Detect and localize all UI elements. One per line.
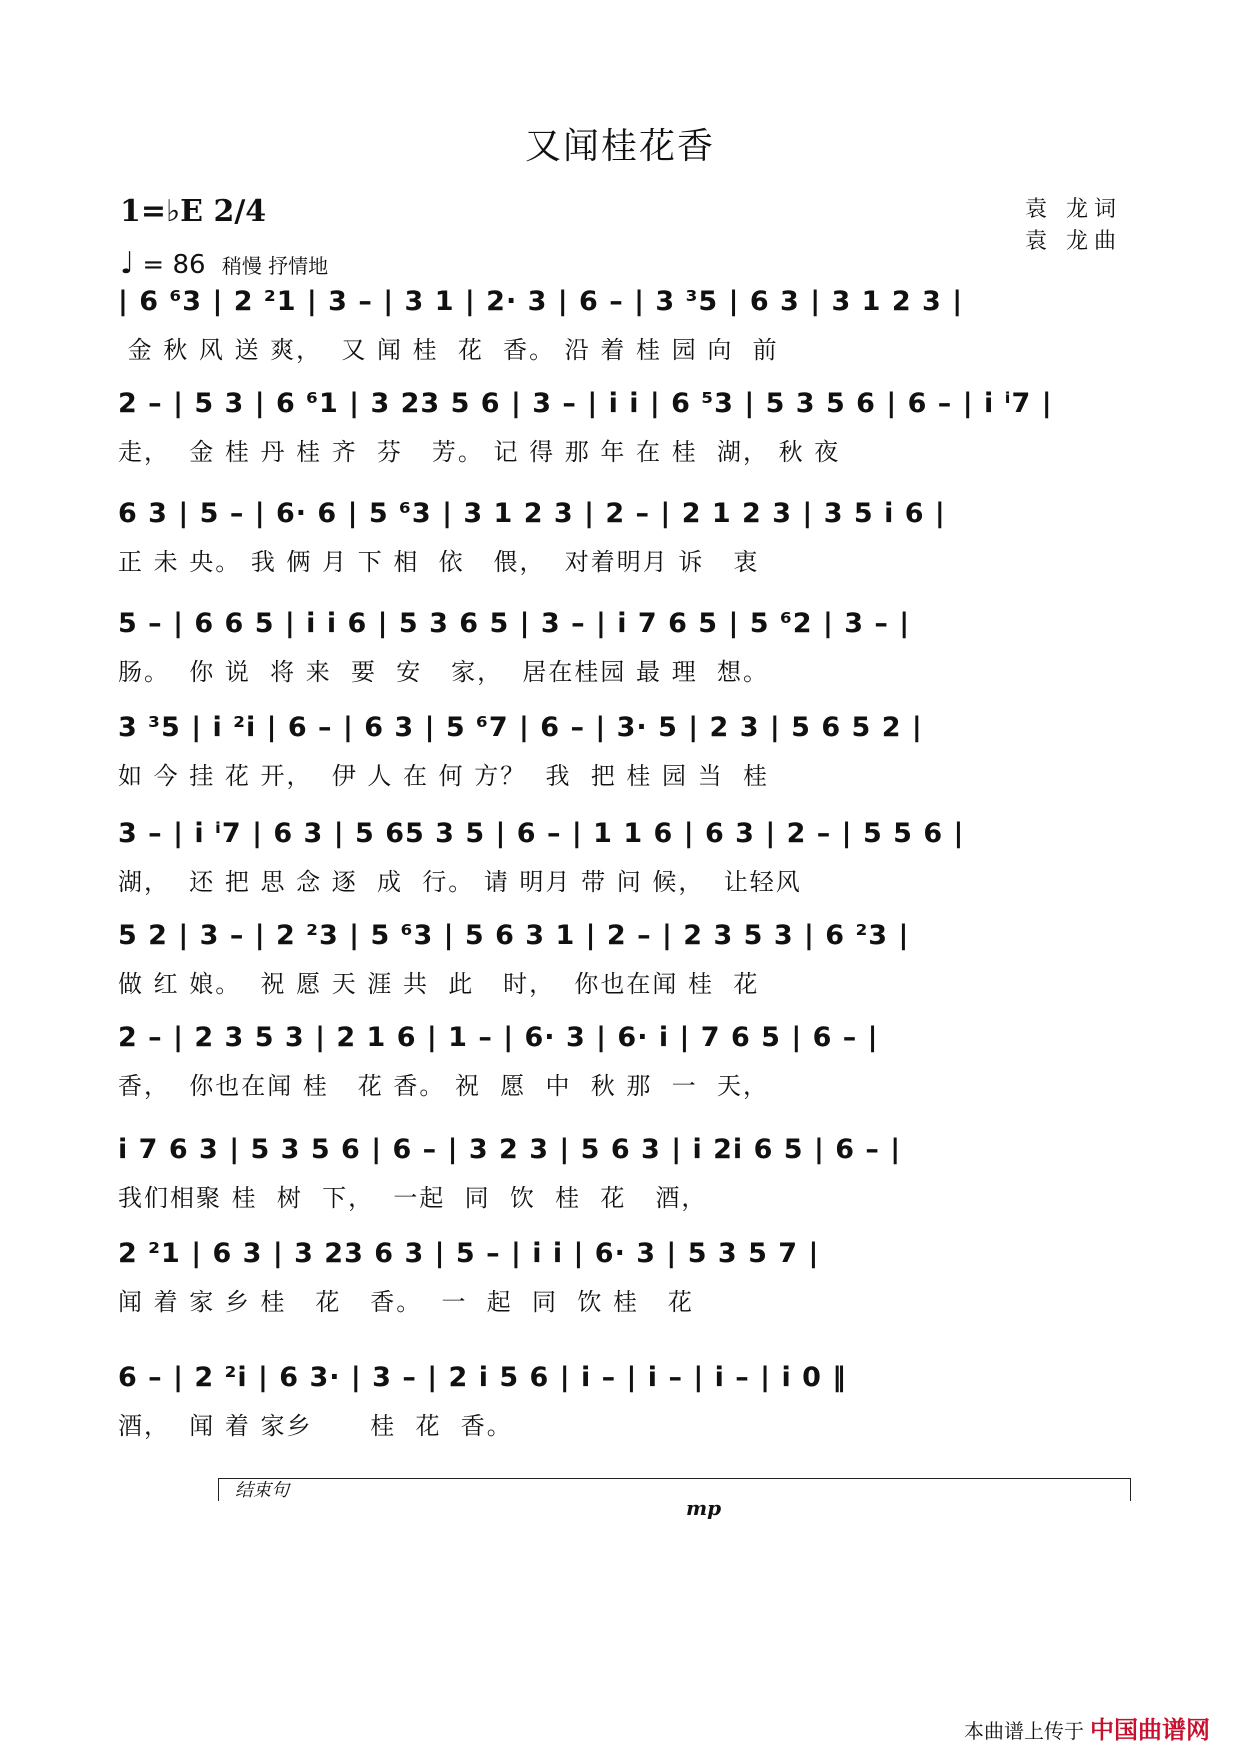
score-system <box>118 704 1123 804</box>
notation-line: 3 ³5 | i ²i | 6 – | 6 3 | 5 ⁶7 | 6 – | 3· 5 | 2 3 | 5 6 5 2 | <box>118 712 923 743</box>
score-system <box>118 380 1123 480</box>
lyric-line: 湖， 还 把 思 念 逐 成 行。 请 明月 带 问 候， 让轻风 <box>118 868 802 896</box>
notation-line: 2 – | 5 3 | 6 ⁶1 | 3 23 5 6 | 3 – | i i | 6 ⁵3 | 5 3 5 6 | 6 – | i ⁱ7 | <box>118 388 1053 419</box>
quarter-note-icon: ♩ <box>120 246 135 281</box>
notation-line: 2 – | 2 3 5 3 | 2 1 6 | 1 – | 6· 3 | 6· i | 7 6 5 | 6 – | <box>118 1022 879 1053</box>
notation-line: 6 3 | 5 – | 6· 6 | 5 ⁶3 | 3 1 2 3 | 2 – | 2 1 2 3 | 3 5 i 6 | <box>118 498 946 529</box>
tempo-value: = 86 <box>142 250 206 280</box>
score-system <box>118 278 1123 378</box>
score-system <box>118 600 1123 700</box>
notation-line: 5 2 | 3 – | 2 ²3 | 5 ⁶3 | 5 6 3 1 | 2 – | 2 3 5 3 | 6 ²3 | <box>118 920 910 951</box>
footer-text: 本曲谱上传于 <box>964 1719 1084 1743</box>
lyric-line: 肠。 你 说 将 来 要 安 家， 居在桂园 最 理 想。 <box>118 658 769 686</box>
tempo-marking <box>120 246 328 281</box>
score-system <box>118 1354 1123 1454</box>
footer <box>964 1710 1210 1745</box>
composer-credit: 袁 龙曲 <box>1025 229 1122 254</box>
notation-line: | 6 ⁶3 | 2 ²1 | 3 – | 3 1 | 2· 3 | 6 – | 3 ³5 | 6 3 | 3 1 2 3 | <box>118 286 964 317</box>
credits <box>1025 194 1122 258</box>
notation-line: 3 – | i ⁱ7 | 6 3 | 5 65 3 5 | 6 – | 1 1 6 | 6 3 | 2 – | 5 5 6 | <box>118 818 965 849</box>
score-system <box>118 1230 1123 1330</box>
notation-line: 5 – | 6 6 5 | i i 6 | 5 3 6 5 | 3 – | i 7 6 5 | 5 ⁶2 | 3 – | <box>118 608 911 639</box>
lyric-line: 我们相聚 桂 树 下， 一起 同 饮 桂 花 酒， <box>118 1184 708 1212</box>
lyric-line: 正 未 央。 我 俩 月 下 相 依 偎， 对着明月 诉 衷 <box>118 548 760 576</box>
lyric-line: 如 今 挂 花 开， 伊 人 在 何 方？ 我 把 桂 园 当 桂 <box>118 762 769 790</box>
notation-line: 6 – | 2 ²i | 6 3· | 3 – | 2 i 5 6 | i – | i – | i – | i 0 ‖ <box>118 1362 847 1393</box>
lyric-line: 闻 着 家 乡 桂 花 香。 一 起 同 饮 桂 花 <box>118 1288 694 1316</box>
lyric-line: 做 红 娘。 祝 愿 天 涯 共 此 时， 你也在闻 桂 花 <box>118 970 760 998</box>
lyric-line: 酒， 闻 着 家乡 桂 花 香。 <box>118 1412 513 1440</box>
key-signature: 1=♭E 2/4 <box>120 194 267 229</box>
site-brand[interactable]: 中国曲谱网 <box>1090 1716 1210 1744</box>
score-system <box>118 490 1123 590</box>
dynamic-marking: mp <box>686 1496 722 1520</box>
coda-bracket: 结束句 <box>218 1478 1131 1501</box>
notation-line: 2 ²1 | 6 3 | 3 23 6 3 | 5 – | i i | 6· 3 | 5 3 5 7 | <box>118 1238 820 1269</box>
notation-line: i 7 6 3 | 5 3 5 6 | 6 – | 3 2 3 | 5 6 3 | i 2i 6 5 | 6 – | <box>118 1134 902 1165</box>
lyricist-credit: 袁 龙词 <box>1025 197 1122 222</box>
score-system <box>118 1126 1123 1226</box>
lyric-line: 金 秋 风 送 爽， 又 闻 桂 花 香。 沿 着 桂 园 向 前 <box>118 336 779 364</box>
tempo-expression: 稍慢 抒情地 <box>221 254 329 278</box>
score-system <box>118 810 1123 910</box>
page-title: 又闻桂花香 <box>524 126 715 167</box>
lyric-line: 香， 你也在闻 桂 花 香。 祝 愿 中 秋 那 一 天， <box>118 1072 769 1100</box>
lyric-line: 走， 金 桂 丹 桂 齐 芬 芳。 记 得 那 年 在 桂 湖， 秋 夜 <box>118 438 841 466</box>
score-system <box>118 1014 1123 1114</box>
score-system <box>118 912 1123 1012</box>
